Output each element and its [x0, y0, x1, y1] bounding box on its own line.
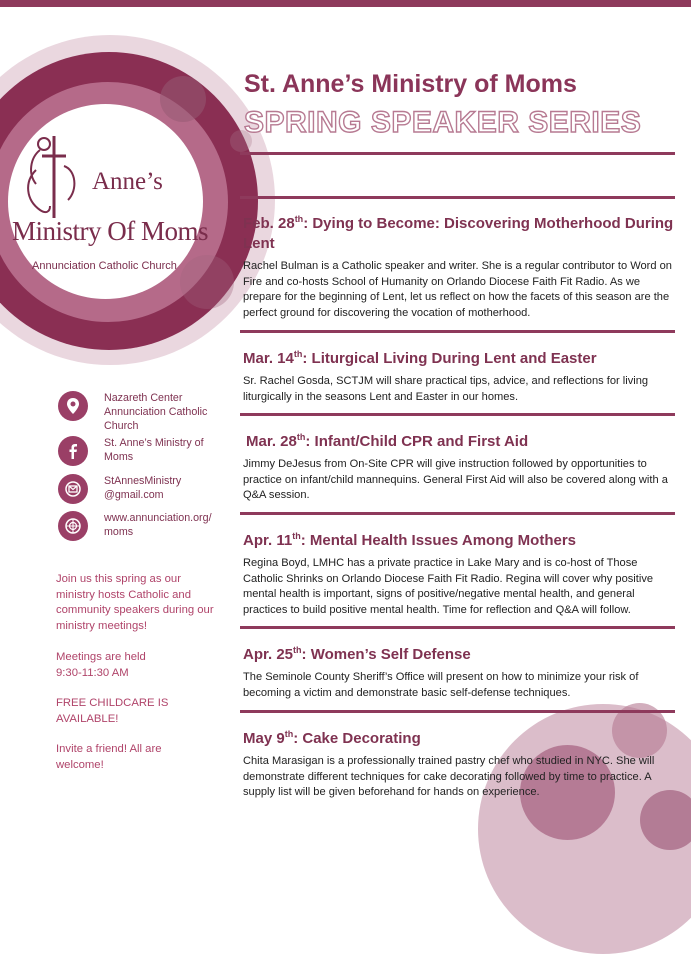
divider [240, 626, 675, 629]
st-anne-figure-icon [20, 130, 80, 220]
event-date: Apr. 25 [243, 646, 294, 663]
event-description: Regina Boyd, LMHC has a private practice in Lake Mary and is co-host of Those Catholic Shrinks on Orlando Diocese Faith Fit Radio. Regina will cover why positive mental health is important, signs of positive/negative mental health, and general practices to build positive mental health. Time for reflection and Q&A will follow. [243, 557, 654, 616]
event-title [243, 724, 675, 749]
event-title [243, 640, 675, 665]
logo-text-ministry: Ministry Of Moms [12, 216, 209, 246]
event-date: Mar. 28 [246, 433, 297, 450]
logo-text-annes: Anne’s [92, 168, 163, 195]
event-description: Sr. Rachel Gosda, SCTJM will share practical tips, advice, and reflections for living liturgically in the seasons Lent and Easter in our homes. [243, 375, 649, 403]
event-title-text: : Liturgical Living During Lent and Easter [302, 350, 597, 367]
event-title-text: : Dying to Become: Discovering Motherhood During Lent [243, 215, 674, 252]
event-description: The Seminole County Sheriff’s Office will present on how to minimize your risk of becoming a victim and demonstrate basic self-defense techniques. [243, 671, 639, 699]
invite-text: Invite a friend! All are welcome! [56, 743, 162, 771]
facebook-icon[interactable] [58, 436, 88, 466]
divider [240, 196, 675, 199]
divider [240, 152, 675, 155]
contact-line: St. Anne’s Ministry of [104, 437, 204, 449]
event-title-text: : Mental Health Issues Among Mothers [300, 532, 577, 549]
contact-line: StAnnesMinistry [104, 475, 182, 487]
date-suffix: th [293, 645, 302, 655]
page-subtitle: SPRING SPEAKER SERIES [244, 106, 642, 139]
event-item [243, 209, 675, 321]
contact-line: www.annunciation.org/ [104, 512, 212, 524]
logo-text-church: Annunciation Catholic Church [32, 260, 177, 272]
date-suffix: th [294, 214, 304, 224]
event-title-text: : Women’s Self Defense [301, 646, 471, 663]
date-suffix: th [292, 531, 301, 541]
event-title [243, 526, 675, 551]
event-title [246, 427, 678, 452]
contact-line: Nazareth Center [104, 392, 183, 404]
event-item [243, 526, 675, 618]
join-us-text: Join us this spring as our ministry hosts Catholic and community speakers during our ministry meetings! [56, 573, 214, 632]
contact-line: Moms [104, 451, 134, 463]
meetings-time: 9:30-11:30 AM [56, 667, 129, 679]
event-title [243, 344, 675, 369]
divider [240, 330, 675, 333]
event-item [243, 344, 675, 405]
contact-website-text[interactable] [104, 511, 229, 539]
location-pin-icon [58, 391, 88, 421]
page-title: St. Anne’s Ministry of Moms [244, 70, 577, 98]
event-item [243, 724, 675, 801]
event-title-text: : Cake Decorating [293, 730, 421, 747]
ministry-logo [12, 118, 209, 278]
childcare-text: FREE CHILDCARE IS AVAILABLE! [56, 697, 169, 725]
date-suffix: th [296, 432, 306, 442]
divider [240, 413, 675, 416]
divider [240, 512, 675, 515]
contact-line: moms [104, 526, 134, 538]
decorative-dot [160, 76, 206, 122]
date-suffix: th [284, 729, 294, 739]
contact-line: @gmail.com [104, 489, 164, 501]
contact-facebook-text[interactable] [104, 436, 229, 464]
event-description: Jimmy DeJesus from On-Site CPR will give instruction followed by opportunities to practice on infant/child mannequins. General First Aid will also be covered along with a Q&A session. [243, 458, 668, 501]
contact-email-text[interactable] [104, 474, 229, 502]
contact-line: Annunciation Catholic Church [104, 406, 208, 432]
contact-location-text [104, 391, 229, 433]
globe-icon[interactable] [58, 511, 88, 541]
top-accent-bar [0, 0, 691, 7]
event-date: Apr. 11 [243, 532, 293, 549]
event-description: Rachel Bulman is a Catholic speaker and writer. She is a regular contributor to Word on Fire and co-hosts School of Humanity on Orlando Diocese Faith Fit Radio. As we prepare for the beginning of Lent, let us reflect on how the facets of this season are the perfect ground for discovering the vocation of motherhood. [243, 260, 672, 319]
event-description: Chita Marasigan is a professionally trained pastry chef who studied in NYC. She will demonstrate different techniques for cake decorating followed by time to practice. A supply list will be given beforehand for hands on experience. [243, 755, 655, 798]
event-date: Feb. 28 [243, 215, 295, 232]
event-item [243, 640, 675, 701]
date-suffix: th [293, 349, 303, 359]
event-title [243, 209, 675, 254]
event-title-text: : Infant/Child CPR and First Aid [305, 433, 529, 450]
event-item [243, 427, 678, 504]
email-icon[interactable] [58, 474, 88, 504]
divider [240, 710, 675, 713]
event-date: Mar. 14 [243, 350, 294, 367]
event-date: May 9 [243, 730, 285, 747]
meetings-label: Meetings are held [56, 651, 146, 663]
